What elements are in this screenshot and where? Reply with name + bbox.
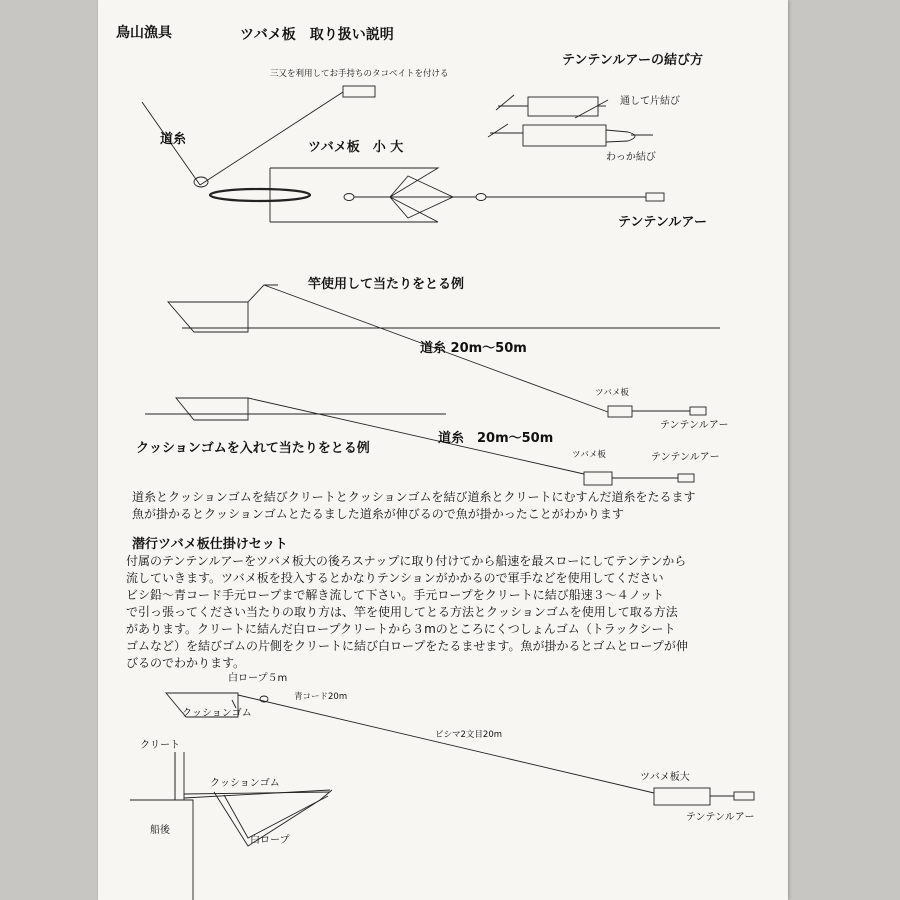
cushion-board-label: ツバメ板 (572, 450, 606, 460)
set-diagram (130, 693, 754, 900)
michi-ito-label: 道糸 (160, 132, 187, 147)
instruction-sheet (98, 0, 788, 900)
set-title: 潜行ツバメ板仕掛けセット (132, 537, 288, 552)
paragraph-line: 道糸とクッションゴムを結びクリートとクッションゴムを結び道糸とクリートにむすんだ道糸をたるます (132, 490, 696, 504)
brand-name: 鳥山漁具 (116, 25, 172, 41)
paragraph-line: で引っ張ってください当たりの取り方は、竿を使用してとる方法とクッションゴムを使用して取る方法 (126, 605, 678, 619)
tenten-label: テンテンルアー (618, 215, 707, 230)
knot-through-label: 通して片結び (620, 96, 680, 107)
paragraph-line: びるのでわかります。 (126, 656, 246, 670)
bottom-tenten-label: テンテンルアー (686, 812, 755, 823)
page-title: ツバメ板 取り扱い説明 (240, 27, 394, 43)
white-rope-label: 白ロープ (250, 835, 290, 846)
knot-loop-label: わっか結び (606, 152, 656, 163)
rod-line-label: 道糸 20m～50m (420, 341, 527, 356)
paragraph-line: があります。クリートに結んだ白ロープクリートから３mのところにくつしょんゴム（トラックシート (126, 622, 676, 636)
rod-board-label: ツバメ板 (595, 388, 629, 398)
board-size-label: ツバメ板 小 大 (308, 140, 404, 155)
cushion-top-label: クッションゴム (182, 708, 252, 719)
bishima-label: ビシマ2文目20m (435, 730, 503, 740)
main-line-diagram (142, 86, 664, 222)
paragraph-line: ビシ鉛～青コード手元ロープまで解き流して下さい。手元ロープをクリートに結び船速３～４ノット (126, 588, 664, 602)
rod-tenten-label: テンテンルアー (660, 420, 729, 431)
cleat-label: クリート (140, 740, 180, 751)
white-rope-5m-label: 白ロープ５m (228, 673, 288, 684)
knot-title: テンテンルアーの結び方 (562, 53, 703, 68)
cushion-tenten-label: テンテンルアー (651, 452, 720, 463)
cushion-example-title: クッションゴムを入れて当たりをとる例 (136, 441, 370, 456)
cushion-line-label: 道糸 20m～50m (438, 431, 554, 446)
paragraph-line: ゴムなど）を結びゴムの片側をクリートに結び白ロープをたるませます。魚が掛かるとゴムとロープが伸 (126, 639, 688, 653)
paragraph-line: 付属のテンテンルアーをツバメ板大の後ろスナップに取り付けてから船速を最スローにしてテンテンから (126, 554, 687, 568)
paragraph-line: 魚が掛かるとクッションゴムとたるました道糸が伸びるので魚が掛かったことがわかります (132, 507, 624, 521)
rod-example-title: 竿使用して当たりをとる例 (308, 277, 465, 292)
blue-cord-label: 青コード20m (294, 692, 348, 702)
tako-note-label: 三又を利用してお手持ちのタコベイトを付ける (270, 69, 449, 79)
board-large-label: ツバメ板大 (640, 772, 690, 783)
paragraph-line: 流していきます。ツバメ板を投入するとかなりテンションがかかるので軍手などを使用してください (126, 571, 664, 585)
cushion-mid-label: クッションゴム (210, 778, 280, 789)
stern-label: 船後 (150, 825, 170, 836)
